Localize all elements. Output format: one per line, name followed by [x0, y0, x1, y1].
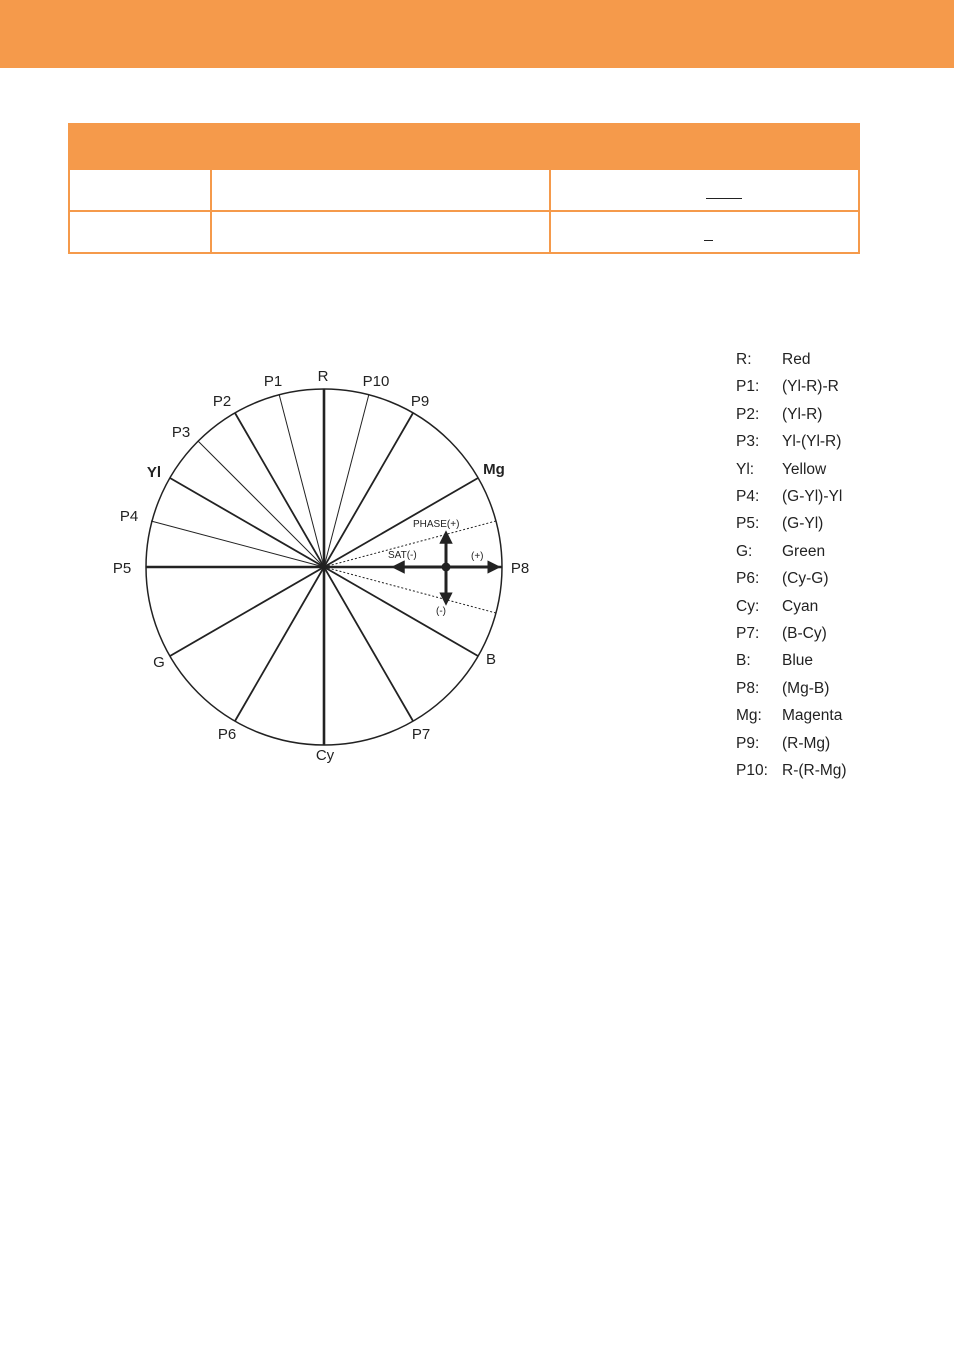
legend-key: P4:	[736, 488, 760, 506]
legend-value: (Cy-G)	[782, 570, 829, 588]
color-legend	[736, 346, 847, 785]
legend-row	[736, 620, 847, 647]
table-row	[69, 211, 859, 253]
legend-value: (R-Mg)	[782, 734, 831, 752]
label-mg: Mg	[483, 461, 505, 478]
legend-row	[736, 565, 847, 592]
spoke-p1	[279, 394, 324, 567]
legend-value: R-(R-Mg)	[782, 762, 847, 780]
table-header-row	[69, 124, 859, 169]
legend-key: P10:	[736, 762, 768, 780]
underline-mark	[704, 240, 713, 241]
legend-value: Cyan	[782, 597, 819, 615]
spoke-p4	[151, 521, 324, 567]
legend-key: G:	[736, 542, 753, 560]
legend-value: (Mg-B)	[782, 679, 830, 697]
table-cell	[211, 169, 550, 211]
label-p1: P1	[263, 373, 283, 390]
legend-row	[736, 428, 847, 455]
table-header-cell	[211, 124, 550, 169]
legend-key: P3:	[736, 433, 760, 451]
adjust-center-dot	[442, 563, 451, 572]
legend-value: Yl-(Yl-R)	[782, 433, 842, 451]
legend-key: P9:	[736, 734, 760, 752]
label-cy: Cy	[315, 747, 335, 764]
legend-value: (G-Yl)	[782, 515, 824, 533]
parameter-table	[68, 123, 860, 254]
legend-value: Magenta	[782, 707, 843, 725]
phase-label: PHASE(+)	[413, 519, 460, 530]
legend-value: (Yl-R)-R	[782, 378, 839, 396]
legend-key: B:	[736, 652, 751, 670]
table-cell	[211, 211, 550, 253]
legend-row	[736, 593, 847, 620]
legend-row	[736, 675, 847, 702]
label-yl: Yl	[146, 464, 162, 481]
label-p4: P4	[119, 508, 139, 525]
legend-key: Yl:	[736, 460, 755, 478]
legend-row	[736, 401, 847, 428]
legend-row	[736, 373, 847, 400]
dotted-range-lower	[324, 567, 496, 613]
legend-row	[736, 730, 847, 757]
spoke-p10	[324, 394, 369, 567]
legend-value: Red	[782, 351, 811, 368]
color-wheel-diagram	[100, 355, 540, 775]
legend-value: Green	[782, 542, 826, 560]
label-p2: P2	[212, 393, 232, 410]
legend-value: (G-Yl)-Yl	[782, 488, 843, 506]
label-p3: P3	[171, 424, 191, 441]
legend-row	[736, 456, 847, 483]
table-cell	[550, 211, 859, 253]
table-cell	[69, 169, 211, 211]
legend-key: P8:	[736, 679, 760, 697]
label-p8: P8	[510, 560, 530, 577]
legend-row	[736, 757, 847, 784]
legend-key: P5:	[736, 515, 760, 533]
legend-row	[736, 702, 847, 729]
table-row	[69, 169, 859, 211]
legend-key: Cy:	[736, 597, 760, 615]
legend-row	[736, 538, 847, 565]
top-banner	[0, 0, 954, 68]
underline-mark	[706, 198, 742, 199]
legend-value: Yellow	[782, 460, 827, 478]
label-r: R	[317, 368, 329, 385]
sat-label: SAT(-)	[388, 550, 417, 561]
label-p7: P7	[411, 726, 431, 743]
table-header-cell	[550, 124, 859, 169]
legend-row	[736, 483, 847, 510]
label-g: G	[153, 654, 165, 671]
legend-key: P2:	[736, 405, 760, 423]
legend-key: P1:	[736, 378, 760, 396]
legend-key: P7:	[736, 625, 760, 643]
minus-label: (-)	[436, 606, 446, 617]
legend-value: (Yl-R)	[782, 405, 823, 423]
table-header-cell	[69, 124, 211, 169]
legend-key: P6:	[736, 570, 760, 588]
table-cell	[69, 211, 211, 253]
label-b: B	[485, 651, 497, 668]
legend-value: Blue	[782, 652, 814, 670]
legend-value: (B-Cy)	[782, 625, 827, 643]
legend-row	[736, 346, 847, 373]
legend-row	[736, 510, 847, 537]
legend-key: R:	[736, 351, 752, 368]
label-p6: P6	[217, 726, 237, 743]
label-p9: P9	[410, 393, 430, 410]
plus-label: (+)	[471, 551, 484, 562]
label-p10: P10	[362, 373, 390, 390]
legend-row	[736, 647, 847, 674]
legend-key: Mg:	[736, 707, 762, 725]
label-p5: P5	[112, 560, 132, 577]
spoke-p3	[198, 441, 324, 567]
table-cell	[550, 169, 859, 211]
